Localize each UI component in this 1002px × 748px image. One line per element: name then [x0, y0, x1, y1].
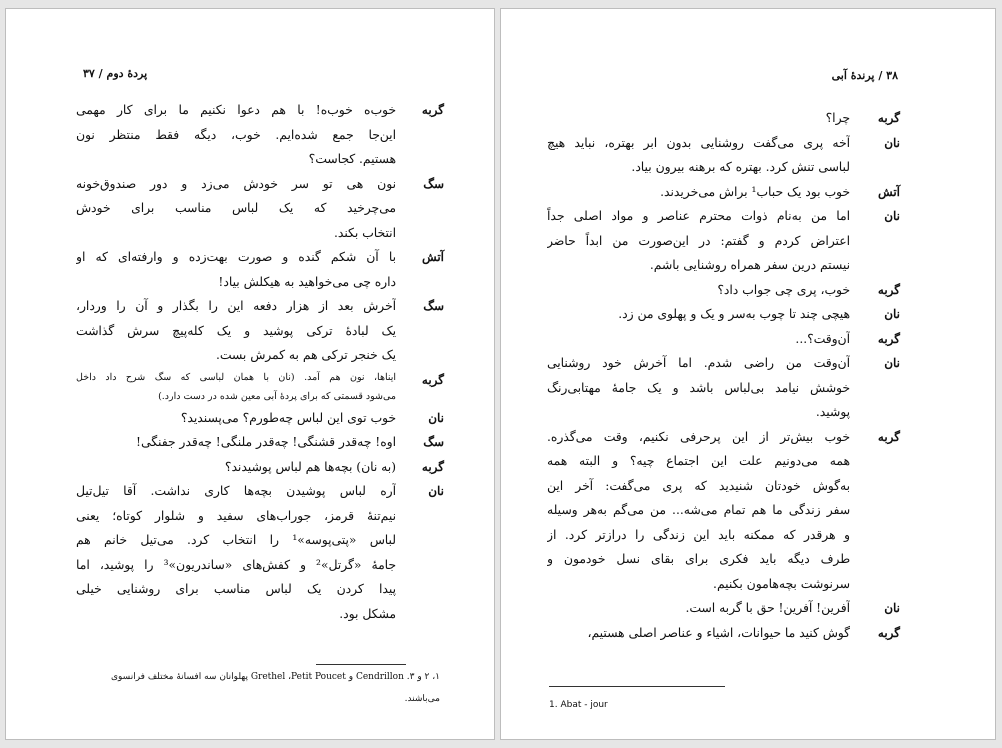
speech: [76, 406, 396, 431]
dialogue-entry: [547, 327, 900, 352]
speech-line: گوش کنید ما حیوانات، اشیاء و عناصر اصلی هستیم،: [587, 625, 850, 640]
speech-line: اوه! چه‌قدر قشنگی! چه‌قدر ملنگی! چه‌قدر جفنگی!: [136, 435, 396, 449]
speech-line: این‌جا جمع شده‌ایم. خوب، دیگه فقط منتظر نون: [76, 127, 396, 142]
dialogue-entry: [76, 479, 444, 626]
left-page: [5, 8, 495, 740]
speaker-name: گربه: [421, 103, 444, 117]
dialogue-entry: [76, 294, 444, 368]
speech-line: هستیم. کجاست؟: [308, 152, 396, 166]
footnote-line: ۱، ۲ و ۳. Cendrillon و Grethel ،Petit Poucet پهلوانان سه افسانهٔ مختلف فرانسوی: [110, 672, 440, 682]
speaker-name: گربه: [877, 625, 900, 640]
footnote-rule: [316, 664, 406, 665]
speech-line: انتخاب بکند.: [333, 225, 396, 240]
speech-line: جامهٔ «گرتل»² و کفش‌های «ساندریون»³ را پوشید، اما: [76, 557, 396, 572]
dialogue: [547, 106, 900, 645]
speech-line: طرف دیگه باید فکری برای بقای نسل خودمون و: [547, 552, 850, 566]
speech: [547, 425, 850, 597]
speech: [76, 479, 396, 626]
speaker-name: نان: [884, 209, 900, 223]
speech-line: مشکل بود.: [339, 606, 396, 621]
dialogue-entry: [547, 131, 900, 180]
speech-line: پوشید.: [815, 405, 850, 419]
speech-line: آن‌وقت؟...: [795, 331, 850, 346]
speech: [547, 302, 850, 327]
footnote-line: می‌باشند.: [404, 694, 440, 704]
speaker-name: گربه: [421, 372, 444, 387]
speaker-name: گربه: [877, 282, 900, 297]
speaker-name: سگ: [423, 176, 444, 191]
speech-line: یک لبادهٔ ترکی پوشید و یک کله‌پیچ سرش گذاشت: [76, 323, 396, 338]
speech-line: خوب بود یک حباب¹ براش می‌خریدند.: [660, 184, 850, 199]
speech: [547, 180, 850, 205]
speaker-name: سگ: [423, 435, 444, 449]
speech: [547, 351, 850, 425]
speech-line: نیم‌تنهٔ قرمز، جوراب‌های سفید و شلوار کوتاه؛ یعنی: [76, 508, 396, 523]
speech-line: همه می‌دونیم علت این اجتماع چیه؟ و البته همه: [547, 454, 850, 468]
speaker-name: نان: [884, 135, 900, 150]
speech: [547, 621, 850, 646]
speech-line: سرنوشت بچه‌هامون بکنیم.: [713, 576, 850, 591]
footnote: 1. Abat - jour: [549, 700, 608, 710]
speaker-name: آتش: [878, 184, 900, 199]
speech-line: اینا‌ها، نون هم آمد. (نان با همان لباسی که سگ شرح داد داخل: [76, 371, 396, 383]
speaker-name: نان: [884, 307, 900, 321]
dialogue-entry: [547, 302, 900, 327]
speech-line: خوب‌ه خوب‌ه! با هم دعوا نکنیم ما برای کار مهمی: [76, 103, 396, 117]
speech-line: (به نان) بچه‌ها هم لباس پوشیدند؟: [224, 459, 396, 474]
speech: [76, 98, 396, 172]
footnote-rule: [549, 686, 725, 687]
speech-line: پیدا کردن یک لباس مناسب برای روشنایی خیلی: [76, 582, 396, 596]
speech-line: نیستم درین سفر همراه روشنایی باشم.: [649, 258, 850, 272]
footnote: [78, 666, 440, 710]
speech-line: خوشش نیامد بی‌لباس باشد و یک جامهٔ مهتابی‌رنگ: [547, 380, 850, 395]
speaker-name: نان: [884, 601, 900, 615]
dialogue: [76, 98, 444, 626]
running-head: پردهٔ دوم / ۳۷: [83, 67, 148, 80]
speech-line: آن‌وقت من راضی شدم. اما آخرش خود روشنایی: [547, 356, 850, 370]
speech-line: داره چی می‌خواهید به هیکلش بیاد!: [218, 274, 396, 289]
speaker-name: نان: [428, 410, 444, 425]
speech-line: آفرین! آفرین! حق با گربه است.: [685, 601, 850, 615]
dialogue-entry: [547, 278, 900, 303]
speech-line: و هرقدر که ممکنه باید این زندگی را درازتر کرد. از: [547, 527, 850, 542]
dialogue-entry: [76, 98, 444, 172]
dialogue-entry: [76, 430, 444, 455]
dialogue-entry: [76, 406, 444, 431]
speaker-name: نان: [428, 484, 444, 498]
dialogue-entry: [547, 180, 900, 205]
right-page: [500, 8, 996, 740]
speech-line: به‌گوش خودتان شنیدید که پری می‌گفت: آخر این: [547, 478, 850, 493]
dialogue-entry: [76, 172, 444, 246]
speech-line: نون هی تو سر خودش می‌زد و دور صندوق‌خونه: [76, 176, 396, 191]
speaker-name: گربه: [421, 459, 444, 474]
speaker-name: سگ: [423, 299, 444, 313]
speech: [547, 106, 850, 131]
dialogue-entry: [76, 455, 444, 480]
speech-line: می‌چرخید که یک لباس مناسب برای خودش: [76, 201, 396, 215]
speech: [76, 172, 396, 246]
dialogue-entry: [547, 351, 900, 425]
speech: [547, 327, 850, 352]
dialogue-entry: [76, 245, 444, 294]
speech: [76, 368, 396, 406]
speech: [76, 455, 396, 480]
speaker-name: گربه: [877, 429, 900, 444]
dialogue-entry: [547, 204, 900, 278]
speaker-name: گربه: [877, 331, 900, 346]
speech-line: آخه پری می‌گفت روشنایی بدون ابر بهتره، نباید هیچ: [547, 135, 850, 150]
speech-line: هیچی چند تا چوب به‌سر و یک و پهلوی من زد.: [618, 307, 850, 321]
speech-line: یک خنجر ترکی هم به کمرش بست.: [215, 348, 396, 362]
speaker-name: نان: [884, 356, 900, 370]
speech: [76, 294, 396, 368]
speech: [76, 245, 396, 294]
speech: [547, 131, 850, 180]
speech-line: سفر زندگی ما هم تمام می‌شه... من می‌گم به‌هر وسیله: [547, 503, 850, 517]
speech: [76, 430, 396, 455]
speaker-name: آتش: [422, 250, 444, 264]
speech-line: آره لباس پوشیدن بچه‌ها کاری نداشت. آقا تیل‌تیل: [76, 484, 396, 498]
speech-line: چرا؟: [825, 111, 850, 125]
dialogue-entry: [547, 596, 900, 621]
running-head: ۳۸ / پرندهٔ آبی: [831, 69, 898, 82]
dialogue-entry: [547, 425, 900, 597]
speech-line: اعتراض کردم و گفتم: در این‌صورت من ابداً حاضر: [547, 233, 850, 248]
speech-line: لباس «پتی‌پوسه»¹ را انتخاب کرد. می‌تیل خانم هم: [76, 533, 396, 547]
speech-line: خوب بیش‌تر از این پرحرفی نکنیم، وقت می‌گذره.: [547, 429, 850, 444]
speech-line: لباسی تنش کرد. بهتره که برهنه بیرون بیاد.: [631, 160, 850, 174]
speech-line: خوب توی این لباس چه‌طورم؟ می‌پسندید؟: [180, 410, 396, 425]
speech-line: اما من به‌نام ذوات محترم عناصر و مواد اصلی جداً: [547, 209, 850, 223]
dialogue-entry: [547, 621, 900, 646]
speech: [547, 204, 850, 278]
speech: [547, 596, 850, 621]
speech-line: خوب، پری چی جواب داد؟: [717, 282, 850, 297]
dialogue-entry: [547, 106, 900, 131]
speech: [547, 278, 850, 303]
speech-line: آخرش بعد از هزار دفعه این را بگذار و آن را وردار،: [76, 299, 396, 313]
speaker-name: گربه: [877, 111, 900, 125]
dialogue-entry: [76, 368, 444, 406]
speech-line: می‌شود قسمتی که برای پردهٔ آبی معین شده در دست دارد.): [158, 390, 396, 402]
speech-line: با آن شکم گنده و صورت بهت‌زده و وارفته‌ای که او: [76, 250, 396, 264]
